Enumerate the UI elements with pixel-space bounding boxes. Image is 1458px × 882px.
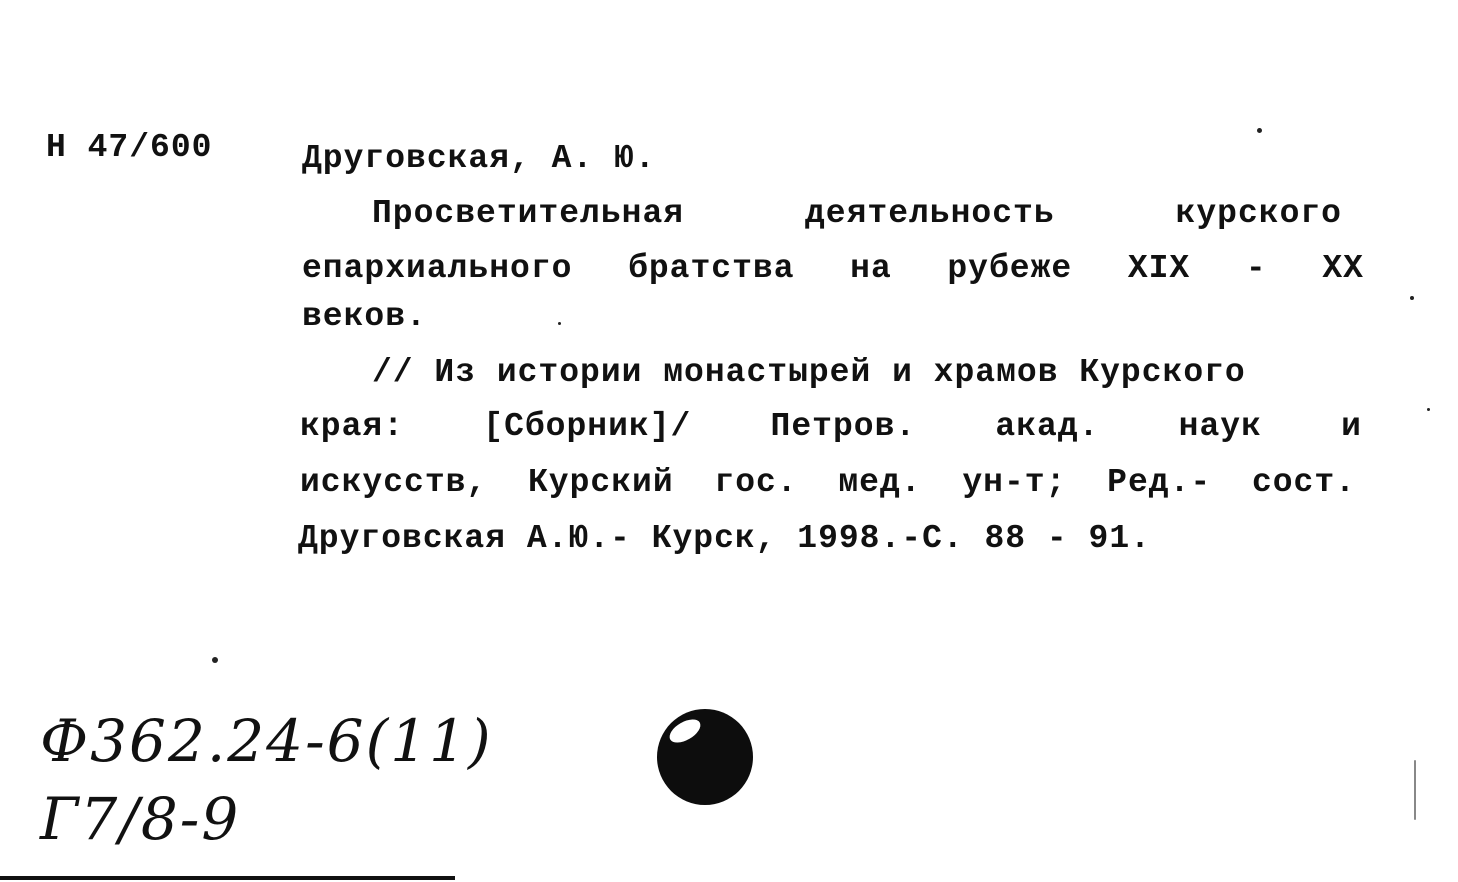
punch-hole bbox=[657, 709, 753, 805]
source-word: искусств, bbox=[300, 464, 488, 501]
title-word: епархиального bbox=[302, 250, 573, 287]
source-word: Ред.- bbox=[1107, 464, 1212, 501]
title-line-1 bbox=[372, 197, 1342, 230]
speck bbox=[212, 657, 218, 663]
handwritten-classification: Ф362.24-6(11) bbox=[40, 707, 493, 775]
title-word: братства bbox=[628, 250, 795, 287]
source-word: Петров. bbox=[770, 408, 917, 445]
title-word: - bbox=[1245, 250, 1267, 287]
source-word: мед. bbox=[838, 464, 922, 501]
source-word: Курский bbox=[528, 464, 674, 501]
source-word: акад. bbox=[995, 408, 1100, 445]
speck bbox=[1414, 760, 1416, 820]
shelfmark: Н 47/600 bbox=[46, 129, 213, 166]
title-word: XX bbox=[1322, 250, 1364, 287]
speck bbox=[1257, 128, 1262, 133]
source-word: гос. bbox=[714, 464, 798, 501]
source-word: края: bbox=[300, 408, 405, 445]
speck bbox=[558, 322, 561, 325]
source-line-3 bbox=[300, 466, 1356, 499]
source-line-1: // Из истории монастырей и храмов Курского bbox=[372, 354, 1246, 391]
title-word: на bbox=[850, 250, 892, 287]
source-word: сост. bbox=[1251, 464, 1356, 501]
source-word: [Сборник]/ bbox=[483, 408, 692, 445]
title-line-3: веков. bbox=[302, 298, 427, 335]
source-word: ун-т; bbox=[962, 464, 1067, 501]
source-line-4: Друговская А.Ю.- Курск, 1998.-С. 88 - 91. bbox=[298, 520, 1151, 557]
speck bbox=[1427, 408, 1430, 411]
title-word: рубеже bbox=[947, 250, 1073, 287]
handwritten-code: Г7/8-9 bbox=[40, 785, 241, 853]
card-edge-line bbox=[0, 876, 455, 880]
source-word: и bbox=[1341, 408, 1362, 445]
source-word: наук bbox=[1178, 408, 1262, 445]
source-line-2 bbox=[300, 410, 1362, 443]
author-heading: Друговская, А. Ю. bbox=[302, 140, 656, 177]
title-line-2 bbox=[302, 252, 1364, 285]
title-word: Просветительная bbox=[372, 195, 685, 232]
title-word: XIX bbox=[1127, 250, 1191, 287]
speck bbox=[1410, 296, 1414, 300]
title-word: курского bbox=[1175, 195, 1342, 232]
title-word: деятельность bbox=[804, 195, 1055, 232]
